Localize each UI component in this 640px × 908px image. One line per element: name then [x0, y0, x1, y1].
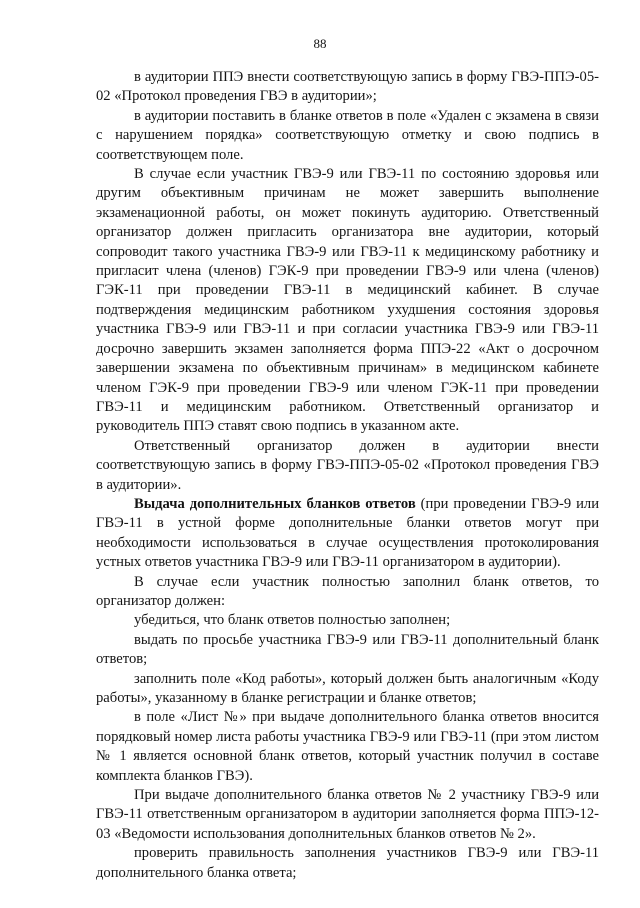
paragraph: В случае если участник полностью заполнил бланк ответов, то организатор должен:: [96, 573, 599, 609]
paragraph: в аудитории поставить в бланке ответов в поле «Удален с экзамена в связи с нарушением порядка» соответствующую отметку и свою подпись в соответствующем поле.: [96, 107, 599, 163]
paragraph: заполнить поле «Код работы», который должен быть аналогичным «Коду работы», указанному в бланке регистрации и бланке ответов;: [96, 670, 599, 706]
paragraph: в аудитории ППЭ внести соответствующую запись в форму ГВЭ-ППЭ-05-02 «Протокол проведения ГВЭ в аудитории»;: [96, 69, 599, 105]
paragraph: проверить правильность заполнения участников ГВЭ-9 или ГВЭ-11 дополнительного бланка ответа;: [96, 845, 599, 881]
paragraph: Ответственный организатор должен в аудитории внести соответствующую запись в форму ГВЭ-ППЭ-05-02 «Протокол проведения ГВЭ в аудитории».: [96, 437, 599, 493]
paragraph: убедиться, что бланк ответов полностью заполнен;: [134, 612, 451, 629]
page-number: 88: [313, 36, 327, 51]
paragraph: в поле «Лист №» при выдаче дополнительного бланка ответов вносится порядковый номер листа работы участника ГВЭ-9 или ГВЭ-11 (при этом листом № 1 является основной бланк ответов, который участник получил в составе комплекта бланков ГВЭ).: [96, 709, 599, 784]
paragraph: При выдаче дополнительного бланка ответов № 2 участнику ГВЭ-9 или ГВЭ-11 ответственным организатором в аудитории заполняется форма ППЭ-12-03 «Ведомости использования дополнительных бланков ответов № 2».: [96, 787, 599, 842]
paragraph: Выдача дополнительных бланков ответов (при проведении ГВЭ-9 или ГВЭ-11 в устной форме дополнительные бланки ответов могут при необходимости использоваться в случае осуществления протоколирования устных ответов участника ГВЭ-9 или ГВЭ-11 организатором в аудитории).: [96, 495, 600, 571]
paragraph: В случае если участник ГВЭ-9 или ГВЭ-11 по состоянию здоровья или другим объективным причинам не может завершить выполнение экзаменационной работы, он может покинуть аудиторию. Ответственный организатор должен пригласить организатора вне аудитории, который сопроводит такого участника ГВЭ-9 или ГВЭ-11 к медицинскому работнику и пригласит члена (членов) ГЭК-9 при проведении ГВЭ-9 или члена (членов) ГЭК-11 при проведении ГВЭ-11 в медицинский кабинет. В случае подтверждения медицинским работником ухудшения состояния здоровья участника ГВЭ-9 или ГВЭ-11 и при согласии участника ГВЭ-9 или ГВЭ-11 досрочно завершить экзамен заполняется форма ППЭ-22 «Акт о досрочном завершении экзамена по объективным причинам» в медицинском кабинете членом ГЭК-9 при проведении ГВЭ-9 или членом ГЭК-11 при проведении ГВЭ-11 и медицинским работником. Ответственный организатор и руководитель ППЭ ставят свою подпись в указанном акте.: [96, 166, 599, 435]
paragraph: выдать по просьбе участника ГВЭ-9 или ГВЭ-11 дополнительный бланк ответов;: [96, 631, 599, 668]
document-body: [96, 68, 599, 883]
section-heading: Выдача дополнительных бланков ответов: [134, 495, 416, 512]
